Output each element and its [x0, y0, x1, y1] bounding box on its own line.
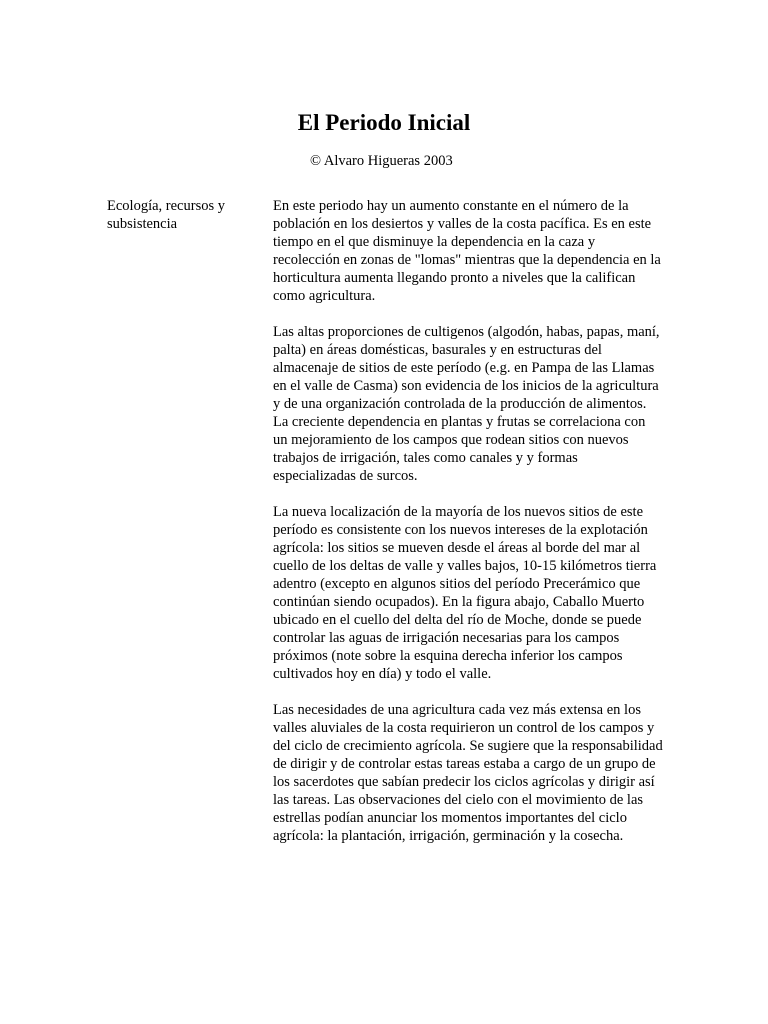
- section-label: Ecología, recursos y subsistencia: [107, 198, 225, 232]
- document-title: El Periodo Inicial: [297, 110, 471, 135]
- paragraph: En este periodo hay un aumento constante en el número de la población en los desiertos y valles de la costa pacífica. Es en este tiempo en el que disminuye la dependencia en la caza y recolección en zonas de "lomas" mientras que la dependencia en la horticultura aumenta llegando pronto a niveles que la califican como agricultura.: [273, 198, 661, 304]
- paragraph: Las necesidades de una agricultura cada vez más extensa en los valles aluviales de la costa requirieron un control de los campos y del ciclo de crecimiento agrícola. Se sugiere que la responsabilidad de dirigir y de controlar estas tareas estaba a cargo de un grupo de los sacerdotes que sabían predecir los ciclos agrícolas y dirigir así las tareas. Las observaciones del cielo con el movimiento de las estrellas podían anunciar los momentos importantes del ciclo agrícola: la plantación, irrigación, germinación y la cosecha.: [273, 702, 663, 844]
- author-credit: © Alvaro Higueras 2003: [310, 153, 453, 169]
- paragraph: Las altas proporciones de cultigenos (algodón, habas, papas, maní, palta) en áreas domésticas, basurales y en estructuras del almacenaje de sitios de este período (e.g. en Pampa de las Llamas en el valle de Casma) son evidencia de los inicios de la agricultura y de una organización controlada de la producción de alimentos. La creciente dependencia en plantas y frutas se correlaciona con un mejoramiento de los campos que rodean sitios con nuevos trabajos de irrigación, tales como canales y y formas especializadas de surcos.: [273, 324, 660, 484]
- paragraph: La nueva localización de la mayoría de los nuevos sitios de este período es consistente con los nuevos intereses de la explotación agrícola: los sitios se mueven desde el áreas al borde del mar al cuello de los deltas de valle y valles bajos, 10-15 kilómetros tierra adentro (excepto en algunos sitios del período Precerámico que continúan siendo ocupados). En la figura abajo, Caballo Muerto ubicado en el cuello del delta del río de Moche, donde se puede controlar las aguas de irrigación necesarias para los campos próximos (note sobre la esquina derecha inferior los campos cultivados hoy en día) y todo el valle.: [273, 504, 657, 682]
- body-text: [273, 197, 663, 863]
